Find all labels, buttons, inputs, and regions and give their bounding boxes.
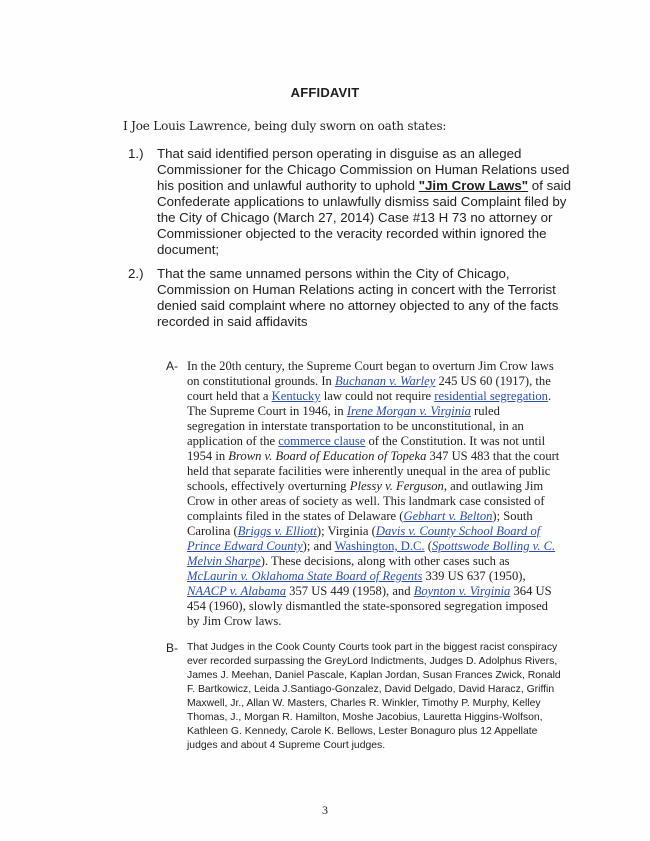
case-link-naacp[interactable]: NAACP v. Alabama bbox=[187, 584, 286, 598]
item-number: 1.) bbox=[128, 146, 144, 161]
body-text: ( bbox=[424, 539, 432, 553]
body-text: law could not require bbox=[320, 389, 435, 403]
case-link-briggs[interactable]: Briggs v. Elliott bbox=[237, 524, 317, 538]
sub-item-a bbox=[166, 359, 561, 629]
body-text: 347 US 483 that the court held that separate facilities were inherently unequal in the area of public schools, effectively overturning bbox=[187, 449, 560, 493]
sub-item-label: A- bbox=[166, 359, 178, 373]
body-text: ). These decisions, along with other cases such as bbox=[260, 554, 510, 568]
body-text: ); Virginia ( bbox=[316, 524, 376, 538]
case-link-mclaurin[interactable]: McLaurin v. Oklahoma State Board of Regents bbox=[187, 569, 423, 583]
numbered-item-1 bbox=[128, 146, 573, 258]
sub-item-label: B- bbox=[166, 641, 178, 655]
jim-crow-laws-emphasis: "Jim Crow Laws" bbox=[418, 178, 529, 193]
item-text: That the same unnamed persons within the City of Chicago, Commission on Human Relations acting in concert with the Terrorist denied said complaint where no attorney objected to any of the facts recorded in said affidavits bbox=[157, 266, 559, 329]
document-title: AFFIDAVIT bbox=[290, 85, 360, 100]
link-commerce-clause[interactable]: commerce clause bbox=[278, 434, 366, 448]
body-text: ruled segregation in interstate transportation to be unconstitutional, in an application of the bbox=[187, 404, 524, 448]
sub-item-b bbox=[166, 641, 561, 753]
body-text: ); and bbox=[302, 539, 335, 553]
body-text: 364 US 454 (1960), slowly dismantled the state-sponsored segregation imposed by Jim Crow laws. bbox=[187, 584, 552, 628]
link-washington-dc[interactable]: Washington, D.C. bbox=[334, 539, 425, 553]
numbered-item-2 bbox=[128, 266, 573, 330]
case-link-buchanan[interactable]: Buchanan v. Warley bbox=[334, 374, 436, 388]
case-name-brown: Brown v. Board of Education of Topeka bbox=[228, 449, 427, 463]
case-name-plessy: Plessy v. Ferguson bbox=[349, 479, 444, 493]
case-link-davis[interactable]: Davis v. County School Board of Prince Edward County bbox=[187, 524, 541, 553]
body-text: 245 US 60 (1917), the court held that a bbox=[187, 374, 551, 403]
item-text bbox=[157, 146, 573, 258]
sub-item-body bbox=[187, 359, 561, 629]
body-text: 357 US 449 (1958), and bbox=[286, 584, 414, 598]
link-kentucky[interactable]: Kentucky bbox=[271, 389, 321, 403]
case-link-boynton[interactable]: Boynton v. Virginia bbox=[413, 584, 511, 598]
item-text-part: of said Confederate applications to unlawfully dismiss said Complaint filed by the City of Chicago (March 27, 2014) Case #13 H 73 no attorney or Commissioner objected to the veracity recorded within ignored the document; bbox=[157, 178, 571, 257]
case-link-gebhart[interactable]: Gebhart v. Belton bbox=[403, 509, 493, 523]
body-text: of the Constitution. It was not until 1954 in bbox=[187, 434, 546, 463]
item-number: 2.) bbox=[128, 266, 144, 281]
case-link-irene-morgan[interactable]: Irene Morgan v. Virginia bbox=[346, 404, 471, 418]
body-text: , and outlawing Jim Crow in other areas of society as well. This landmark case consisted of complaints filed in the states of Delaware ( bbox=[187, 479, 545, 523]
body-text: ); South Carolina ( bbox=[187, 509, 533, 538]
intro-statement: I Joe Louis Lawrence, being duly sworn on oath states: bbox=[123, 119, 447, 133]
page-number: 3 bbox=[322, 803, 328, 817]
body-text: 339 US 637 (1950), bbox=[422, 569, 526, 583]
sub-item-body: That Judges in the Cook County Courts took part in the biggest racist conspiracy ever recorded surpassing the GreyLord Indictments, Judges D. Adolphus Rivers, James J. Meehan, Daniel Pascale, Kaplan Jordan, Susan Frances Zwick, Ronald F. Bartkowicz, Leida J.Santiago-Gonzalez, David Delgado, David Haracz, Griffin Maxwell, Jr., Allan W. Masters, Charles R. Winkler, Timothy P. Murphy, Kelley Thomas, J., Morgan R. Hamilton, Moshe Jacobius, Lauretta Higgins-Wolfson, Kathleen G. Kennedy, Carole K. Bellows, Lester Bonaguro plus 12 Appellate judges and about 4 Supreme Court judges. bbox=[187, 642, 561, 751]
case-link-bolling[interactable]: Spottswode Bolling v. C. Melvin Sharpe bbox=[187, 539, 556, 568]
body-text: In the 20th century, the Supreme Court began to overturn Jim Crow laws on constitutional grounds. In bbox=[187, 359, 554, 388]
item-text-part: That said identified person operating in disguise as an alleged Commissioner for the Chicago Commission on Human Relations used his position and unlawful authority to uphold bbox=[157, 146, 570, 193]
body-text: . The Supreme Court in 1946, in bbox=[187, 389, 552, 418]
link-residential-segregation[interactable]: residential segregation bbox=[434, 389, 548, 403]
